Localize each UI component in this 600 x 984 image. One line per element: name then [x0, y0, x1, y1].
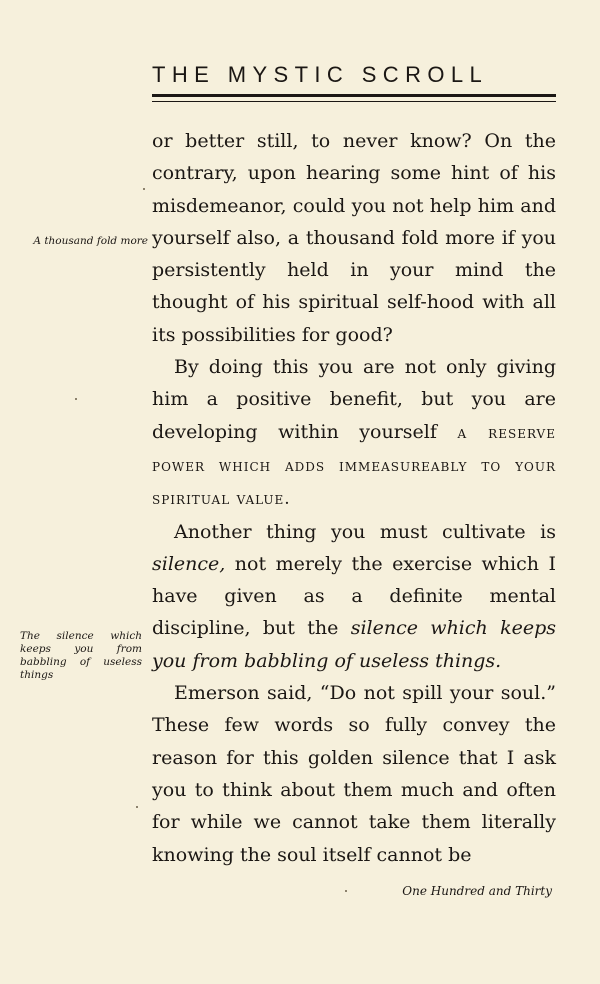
paragraph-3-mid: not merely the exercise which I have given as a definite mental discipline, but the [152, 552, 556, 640]
paragraph-3-italic: silence which keeps you from babbling of useless things. [152, 617, 557, 672]
body-text [152, 125, 556, 871]
paper-speck [345, 890, 347, 892]
paragraph-3-silence: silence, [152, 552, 226, 575]
paper-speck [136, 806, 138, 808]
paragraph-2 [152, 351, 556, 515]
paper-speck [143, 188, 145, 190]
margin-note-silence: The silence which keeps you from babbling of useless things [20, 630, 142, 681]
paragraph-1: or better still, to never know? On the contrary, upon hearing some hint of his misdemeanor, could you not help him and yourself also, a thousand fold more if you persistently held in your mind the thought of his spiritual self-hood with all its possibilities for good? [152, 130, 556, 346]
paragraph-2-text: By doing this you are not only giving him a positive benefit, but you are developing within yourself [152, 356, 556, 443]
page-number-footer: One Hundred and Thirty [402, 884, 552, 898]
running-header: THE MYSTIC SCROLL [152, 62, 489, 87]
header-rule-thin [152, 101, 556, 102]
paragraph-3-start: Another thing you must cultivate is [174, 520, 556, 543]
paragraph-2-smallcaps: a reserve power which adds immeasureably to your spiritual value. [152, 422, 556, 510]
margin-note-thousand-fold: A thousand fold more [33, 235, 148, 247]
paragraph-4: Emerson said, “Do not spill your soul.” These few words so fully convey the reason for this golden silence that I ask you to think about them much and often for while we cannot take them literally knowing the soul itself cannot be [152, 682, 556, 866]
paragraph-3 [152, 516, 556, 677]
header-rule-thick [152, 94, 556, 97]
paper-speck [75, 398, 77, 400]
